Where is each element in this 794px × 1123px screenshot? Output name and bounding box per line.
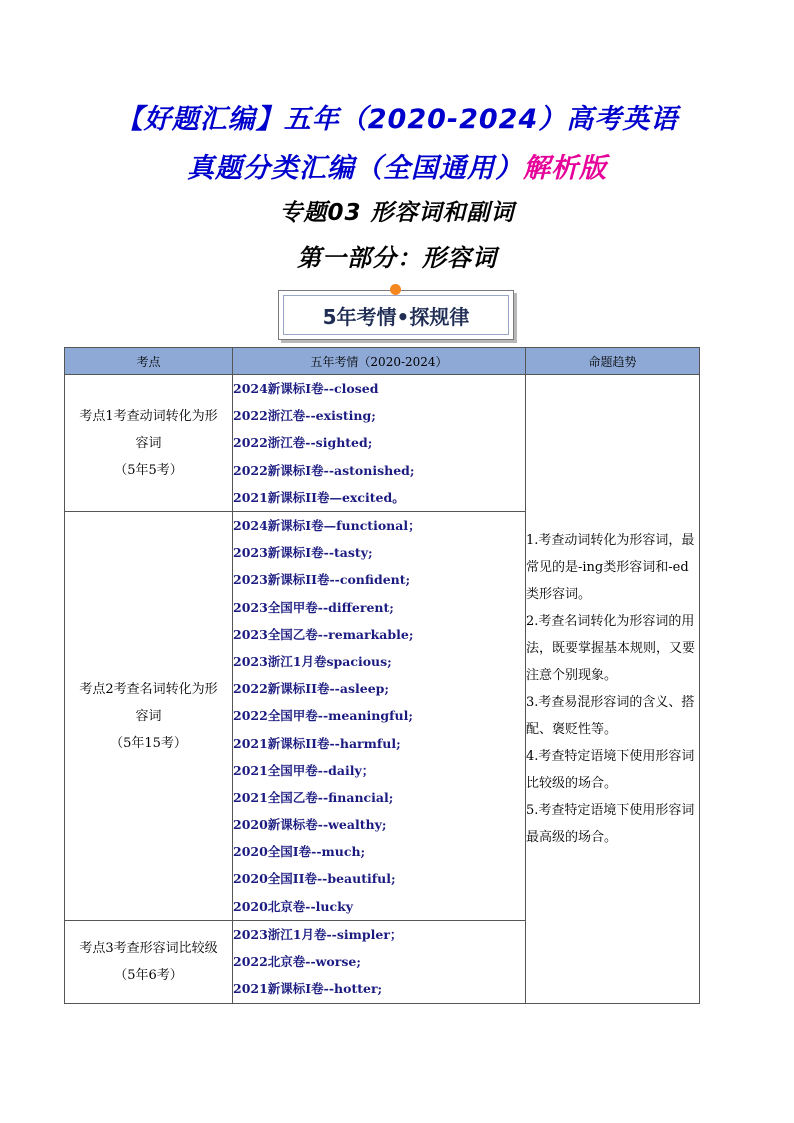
exam-items-cell (233, 512, 526, 921)
topic-subtitle: 专题03 形容词和副词 (279, 200, 515, 226)
banner-label: 5年考情•探规律 (283, 295, 509, 335)
exam-item: 2021新课标II卷--harmful; (233, 735, 401, 751)
exam-item: 2023新课标II卷--confident; (233, 572, 411, 588)
trend-cell (526, 375, 700, 1004)
document-title-line1: 【好题汇编】五年（2020-2024）高考英语 (115, 104, 679, 135)
kaodian-cell (65, 921, 233, 1004)
table-header-row (65, 348, 700, 375)
kaodian-text: 考点2考查名词转化为形 (79, 681, 218, 697)
trend-item: 3.考查易混形容词的含义、搭配、褒贬性等。 (526, 694, 695, 737)
exam-item: 2022新课标II卷--asleep; (233, 681, 390, 697)
title-line2-highlight: 解析版 (523, 153, 607, 184)
exam-item: 2024新课标I卷--closed (233, 381, 379, 396)
column-header-kaodian: 考点 (65, 348, 233, 375)
exam-item: 2023浙江1月卷--simpler； (233, 927, 403, 942)
table-row (65, 375, 700, 512)
exam-analysis-table (64, 347, 700, 1004)
exam-item: 2022新课标I卷--astonished; (233, 462, 415, 478)
exam-item: 2023新课标I卷--tasty; (233, 545, 373, 561)
exam-item: 2021新课标I卷--hotter; (233, 981, 383, 997)
exam-item: 2021新课标II卷—excited。 (233, 489, 405, 505)
exam-item: 2024新课标I卷—functional； (233, 518, 421, 533)
exam-item: 2020全国II卷--beautiful; (233, 871, 396, 887)
exam-item: 2022全国甲卷--meaningful; (233, 708, 413, 724)
kaodian-cell (65, 512, 233, 921)
banner-frame (278, 290, 514, 340)
banner-dot-icon (390, 284, 401, 295)
kaodian-text: 考点1考查动词转化为形 (79, 408, 218, 424)
column-header-five-year: 五年考情（2020-2024） (233, 348, 526, 375)
exam-item: 2022北京卷--worse; (233, 954, 361, 970)
exam-item: 2022浙江卷--sighted; (233, 435, 373, 451)
exam-item: 2021全国乙卷--financial; (233, 789, 394, 805)
part-title: 第一部分：形容词 (297, 244, 497, 272)
trend-item: 4.考查特定语境下使用形容词比较级的场合。 (526, 748, 695, 791)
kaodian-count: （5年6考） (114, 967, 183, 983)
kaodian-text: 容词 (135, 435, 162, 451)
exam-items-cell (233, 375, 526, 512)
kaodian-count: （5年5考） (114, 462, 183, 478)
exam-items-cell (233, 921, 526, 1004)
exam-item: 2020北京卷--lucky (233, 898, 354, 914)
exam-item: 2023全国乙卷--remarkable; (233, 626, 414, 642)
column-header-trend: 命题趋势 (526, 348, 700, 375)
document-title-line2 (0, 146, 794, 185)
exam-item: 2023浙江1月卷spacious; (233, 653, 392, 669)
kaodian-text: 考点3考查形容词比较级 (79, 940, 218, 956)
title-line2-main: 真题分类汇编（全国通用） (187, 153, 523, 184)
kaodian-cell (65, 375, 233, 512)
exam-item: 2022浙江卷--existing; (233, 408, 376, 424)
trend-item: 2.考查名词转化为形容词的用法，既要掌握基本规则，又要注意个别现象。 (526, 613, 696, 683)
exam-item: 2020全国I卷--much; (233, 844, 366, 860)
trend-item: 1.考查动词转化为形容词，最常见的是-ing类形容词和-ed类形容词。 (526, 532, 695, 602)
kaodian-text: 容词 (135, 708, 162, 724)
exam-item: 2020新课标卷--wealthy; (233, 817, 387, 833)
kaodian-count: （5年15考） (110, 735, 187, 751)
exam-item: 2021全国甲卷--daily； (233, 762, 375, 778)
trend-item: 5.考查特定语境下使用形容词最高级的场合。 (526, 802, 695, 845)
exam-item: 2023全国甲卷--different; (233, 599, 394, 615)
section-banner (278, 284, 516, 340)
